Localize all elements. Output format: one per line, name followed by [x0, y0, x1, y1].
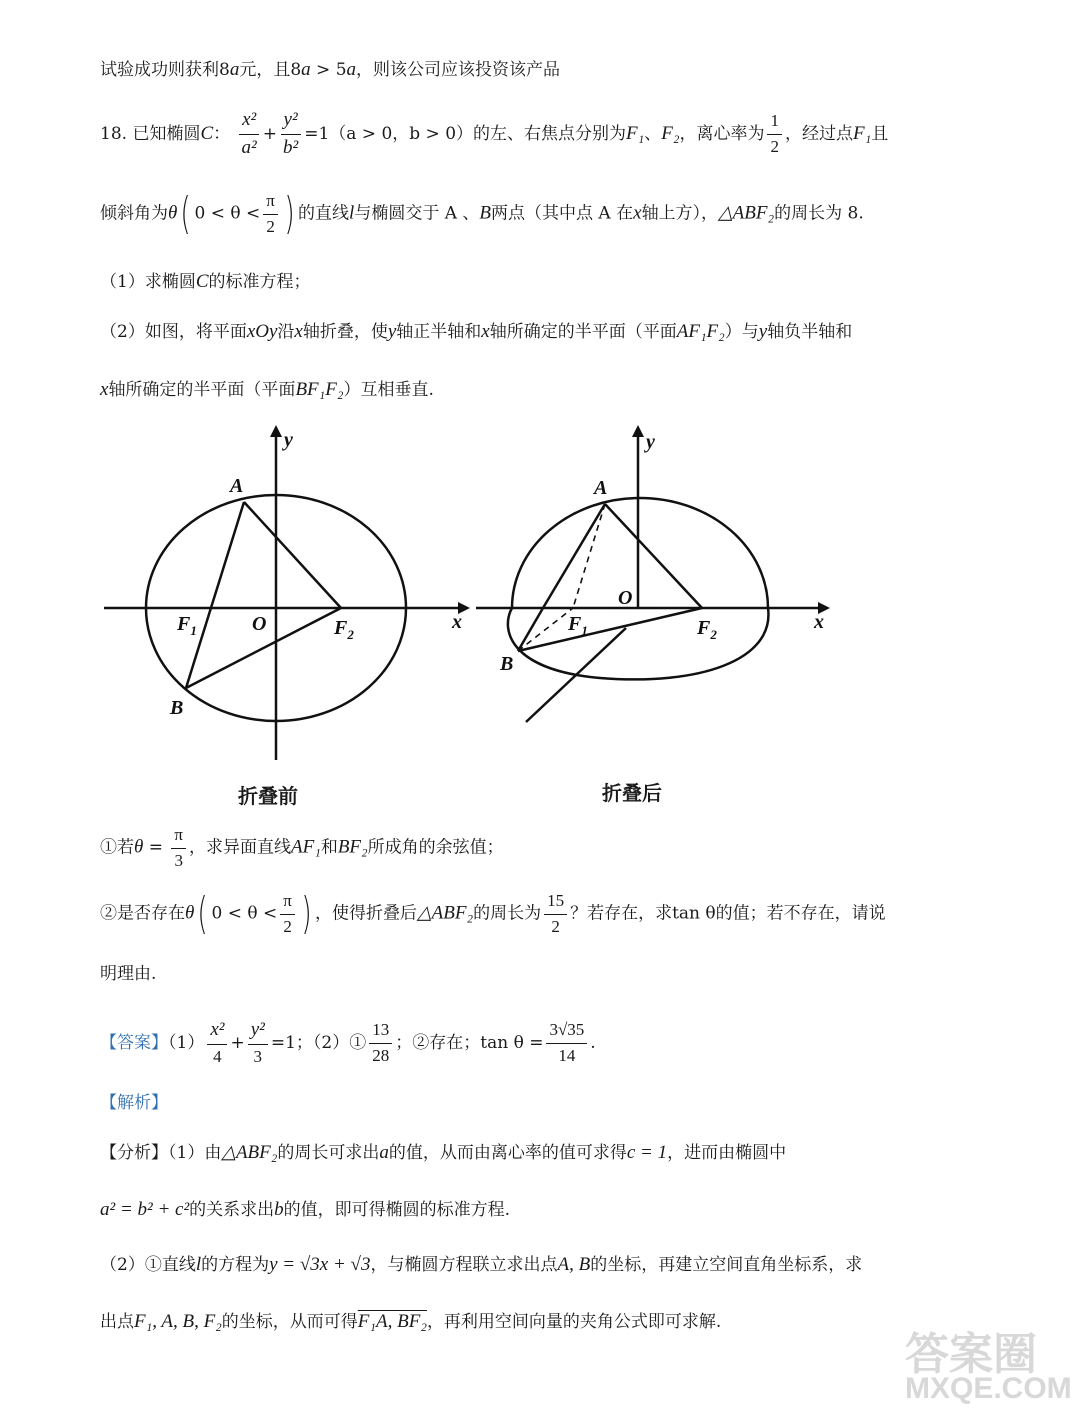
answer-line: 【答案】（1） $\frac{\text{x²}}{4}$ + $\frac{\text{y²}}{3}$ =1；（2）① $\frac{13}{28}$ ；②存在；tan θ = $\frac{3√35}{14}$ . [100, 1019, 596, 1066]
fraction-y2-3: $\frac{\text{y²}}{3}$ [248, 1020, 268, 1067]
analysis-tag: 【解析】 [100, 1093, 168, 1113]
fraction-3sqrt35-14: $\frac{3√35}{14}$ [546, 1021, 587, 1065]
line-af1 [543, 504, 605, 608]
upper-half-ellipse [512, 498, 768, 608]
fraction-x2-4: $\frac{\text{x²}}{4}$ [207, 1020, 227, 1067]
label-B: B [170, 697, 184, 719]
inclination-line: 倾斜角为θ( 0 < θ < $\frac{\pi}{2}$ ) 的直线l与椭圆交于 A 、B两点（其中点 A 在x轴上方），△ABF₂的周长为 8. [100, 188, 864, 240]
dashed-ao [573, 504, 605, 608]
caption-after-fold: 折叠后 [602, 781, 662, 805]
question-18-stem: 18. 已知椭圆C： $\frac{\text{x²}}{\text{a²}}$ + $\frac{\text{y²}}{\text{b²}}$ =1（a > 0，b > 0）的左、右焦点分别为F₁、F₂，离心率为 $\frac{1}{2}$ ，经过点F₁且 [100, 109, 889, 158]
watermark-url: MXQE.COM [905, 1372, 1072, 1405]
intro-line: 试验成功则获利8a元，且8a > 5a，则该公司应该投资该产品 [100, 59, 561, 80]
line-af1b [186, 502, 244, 688]
y-arrow-icon [270, 425, 282, 437]
fraction-13-28: $\frac{13}{28}$ [369, 1021, 392, 1065]
figure-after-fold [470, 420, 850, 740]
label-B: B [500, 653, 514, 675]
fraction-x2-a2: $\frac{\text{x²}}{\text{a²}}$ [239, 110, 260, 159]
subquestion-2: ②是否存在θ( 0 < θ < $\frac{\pi}{2}$ ) ，使得折叠后△ABF₂的周长为 $\frac{15}{2}$ ？若存在，求tan θ的值；若不存在，请说 [100, 888, 886, 940]
subquestion-2-cont: 明理由. [100, 964, 157, 984]
label-A: A [594, 477, 608, 499]
line-af2 [244, 502, 341, 608]
fraction-15-2: $\frac{15}{2}$ [544, 892, 567, 936]
label-O: O [252, 613, 267, 635]
fraction-pi-2: $\frac{\pi}{2}$ [280, 892, 295, 936]
label-F2: $F_2$ [334, 617, 354, 642]
label-A: A [230, 475, 244, 497]
fraction-pi-3: $\frac{\pi}{3}$ [171, 826, 186, 870]
label-x: x [814, 611, 824, 633]
answer-tag: 【答案】 [100, 1032, 168, 1053]
figure-before-fold [100, 420, 480, 760]
analysis-line-1: 【分析】（1）由△ABF₂的周长可求出a的值，从而由离心率的值可求得c = 1，进而由椭圆中 [100, 1142, 787, 1163]
caption-before-fold: 折叠前 [238, 784, 298, 808]
y-arrow-icon [632, 425, 644, 437]
fraction-y2-b2: $\frac{\text{y²}}{\text{b²}}$ [280, 110, 301, 159]
watermark-logo: 答案圈 [905, 1330, 1037, 1379]
label-F1: $F_1$ [568, 613, 588, 638]
part-1: （1）求椭圆C的标准方程； [100, 271, 311, 292]
label-x: x [452, 611, 462, 633]
analysis-line-2: a² = b² + c²的关系求出b的值，即可得椭圆的标准方程. [100, 1199, 511, 1220]
label-F2: $F_2$ [697, 617, 717, 642]
neg-y-axis [526, 628, 626, 722]
analysis-line-4: 出点F₁, A, B, F₂的坐标，从而可得F₁A, BF₂，再利用空间向量的夹角公式即可求解. [100, 1311, 722, 1332]
part-2-line-2: x轴所确定的半平面（平面BF₁F₂）互相垂直. [100, 379, 434, 400]
fraction-one-half: $\frac{1}{2}$ [767, 112, 782, 156]
label-y: y [646, 431, 655, 453]
part-2-line-1: （2）如图，将平面xOy沿x轴折叠，使y轴正半轴和x轴所确定的半平面（平面AF₁F₂）与y轴负半轴和 [100, 321, 853, 342]
label-F1: $F_1$ [177, 613, 197, 638]
line-f1b [518, 608, 543, 651]
fraction-pi-2: $\frac{\pi}{2}$ [263, 192, 278, 236]
analysis-line-3: （2）①直线l的方程为y = √3x + √3，与椭圆方程联立求出点A, B的坐标，再建立空间直角坐标系，求 [100, 1254, 863, 1275]
label-O: O [618, 587, 633, 609]
subquestion-1: ①若θ = $\frac{\pi}{3}$ ，求异面直线AF₁和BF₂所成角的余弦值； [100, 825, 504, 870]
label-y: y [284, 429, 293, 451]
